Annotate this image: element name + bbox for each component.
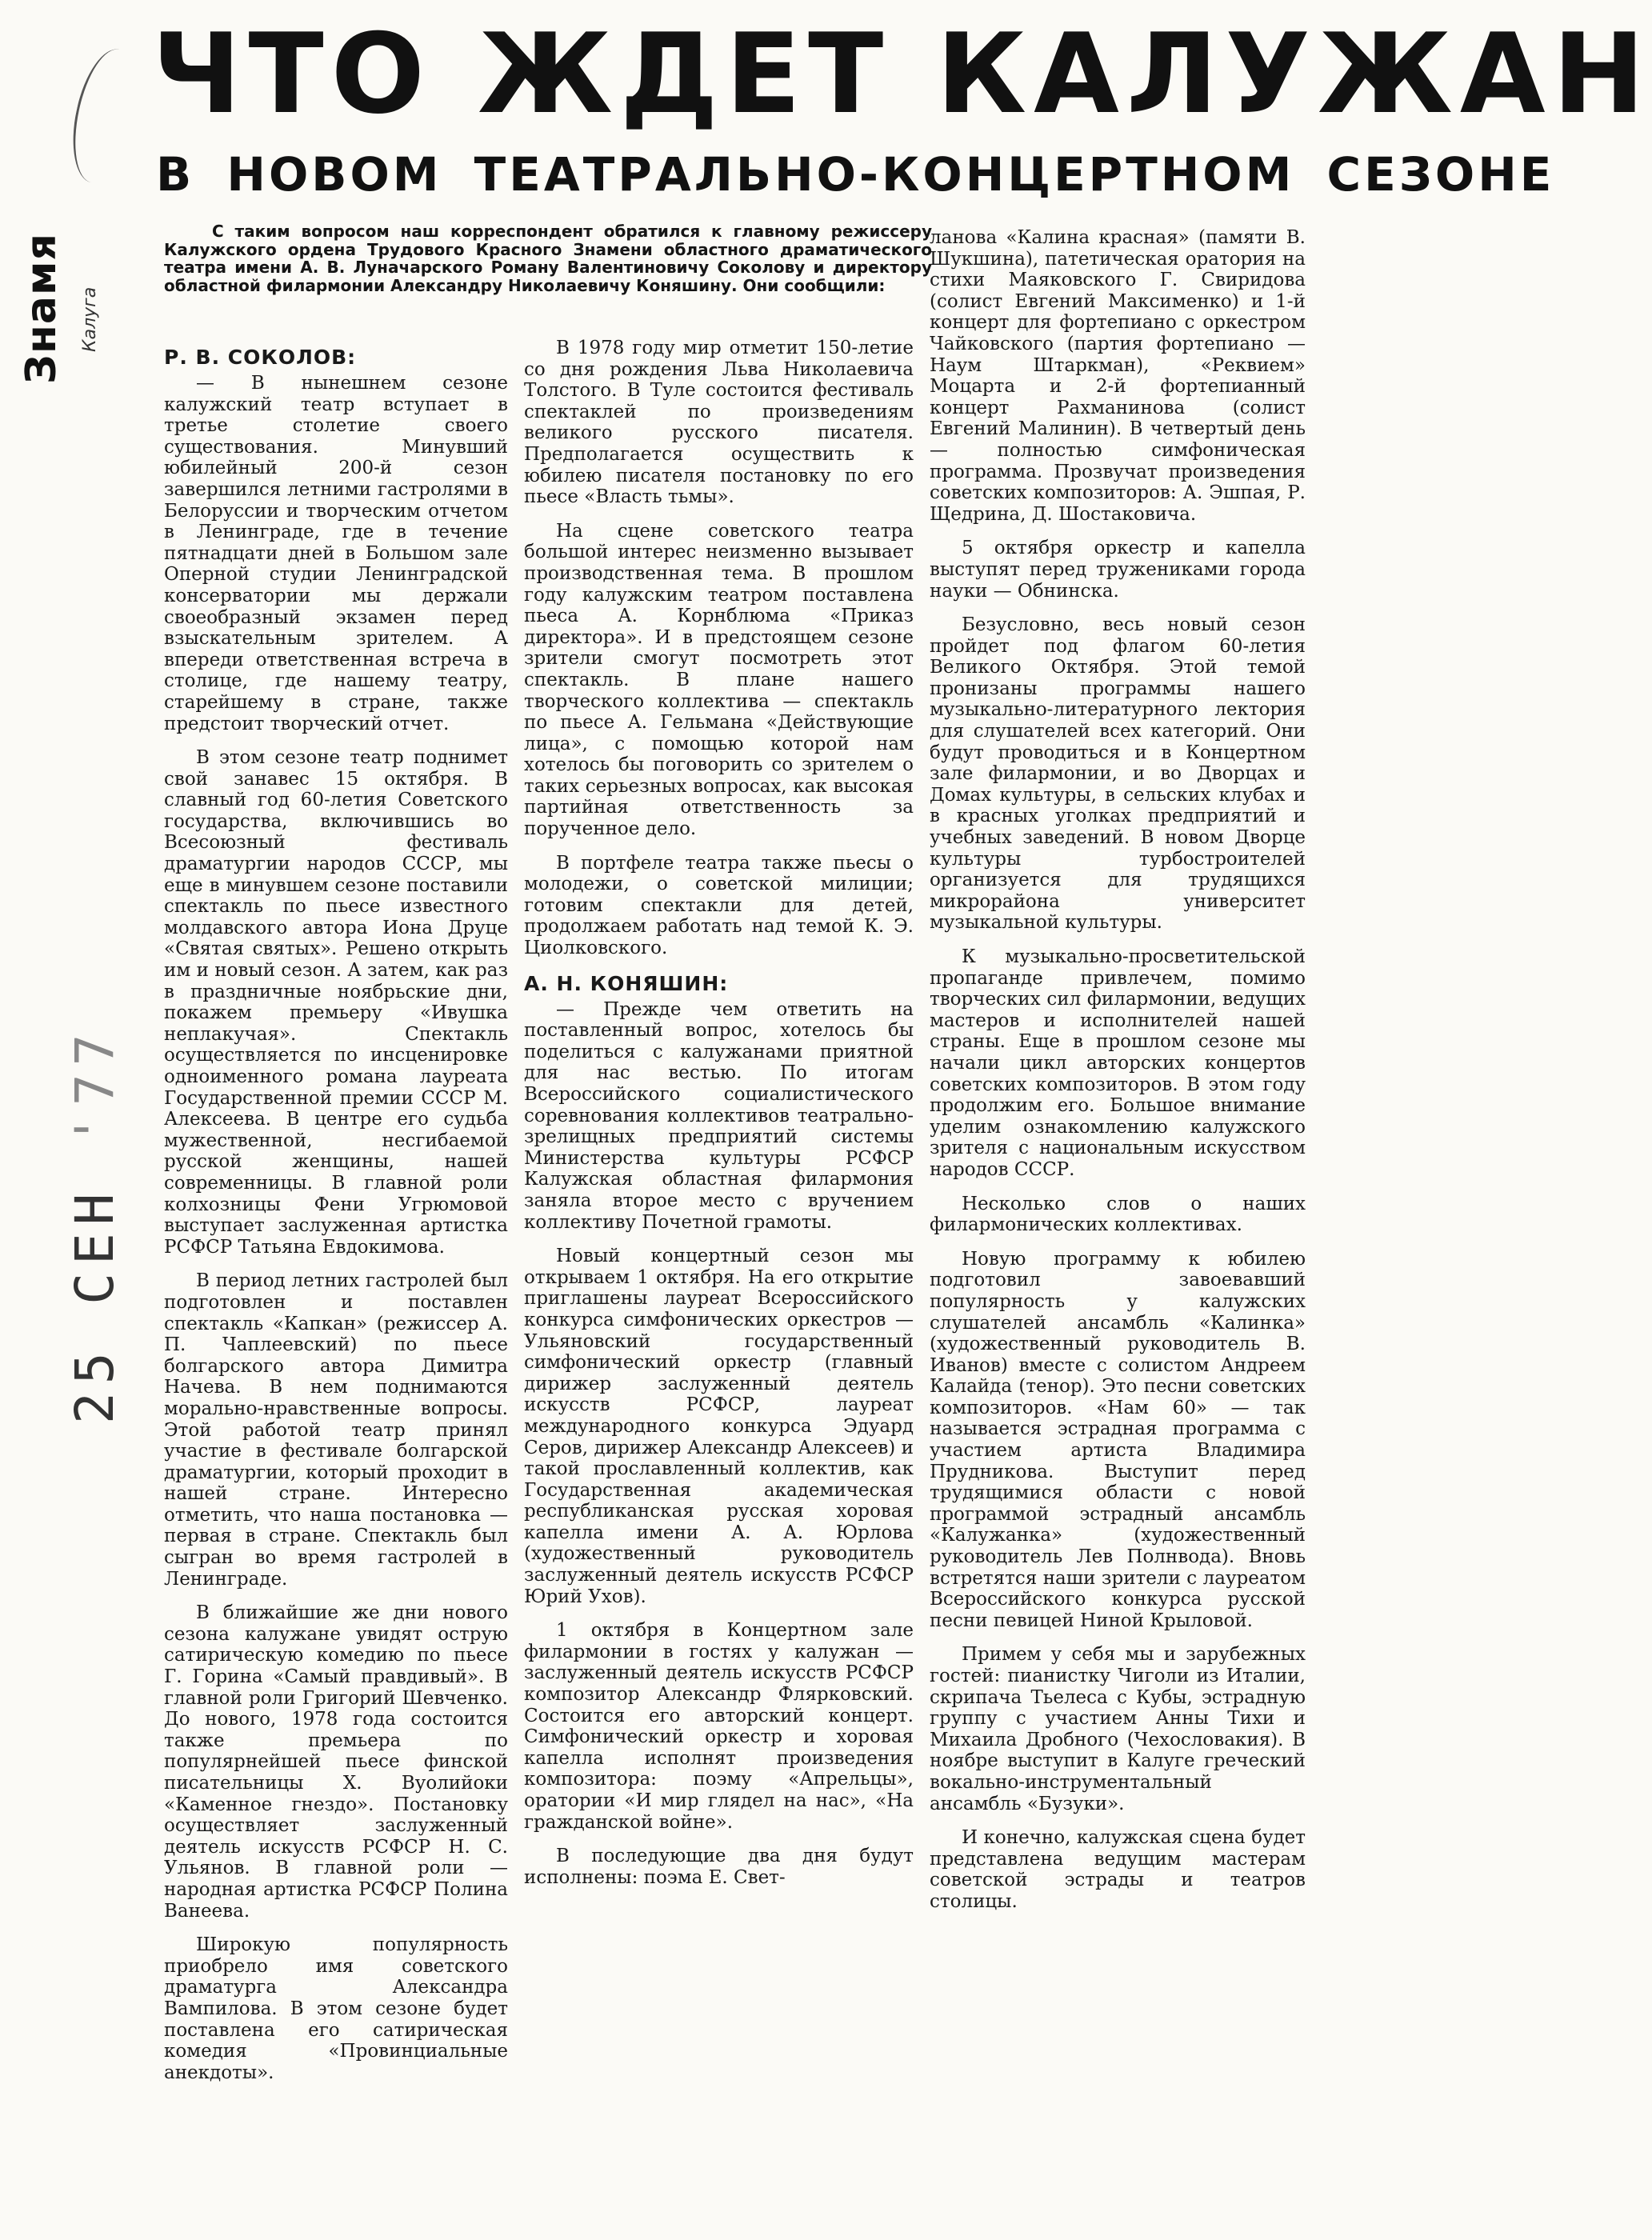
date-stamp	[64, 1026, 126, 1424]
masthead-name: Знамя	[18, 233, 66, 384]
paragraph: И конечно, калужская сцена будет представлена ведущим мастерам советской эстрады и театров столицы.	[930, 1827, 1306, 1912]
paragraph: — Прежде чем ответить на поставленный вопрос, хотелось бы поделиться с калужанами приятной для нас вестью. По итогам Всероссийского социалистического соревнования коллективов театрально-зрелищных предприятий системы Министерства культуры РСФСР Калужская областная филармония заняла второе место с вручением коллективу Почетной грамоты.	[524, 998, 914, 1233]
paragraph: На сцене советского театра большой интерес неизменно вызывает производственная тема. В прошлом году калужским театром поставлена пьеса А. Корнблюма «Приказ директора». И в предстоящем сезоне зрители смогут посмотреть этот спектакль. В плане нашего творческого коллектива — спектакль по пьесе А. Гельмана «Действующие лица», с помощью которой нам хотелось бы поговорить со зрителем о таких серьезных вопросах, как высокая партийная ответственность за порученное дело.	[524, 520, 914, 840]
pencil-mark	[62, 43, 148, 188]
paragraph: В этом сезоне театр поднимет свой занавес 15 октября. В славный год 60-летия Советского государства, включившись во Всесоюзный фестиваль драматургии народов СССР, мы еще в минувшем сезоне поставили спектакль по пьесе известного молдавского автора Иона Друце «Святая святых». Решено открыть им и новый сезон. А затем, как раз в праздничные ноябрьские дни, покажем премьеру «Ивушка неплакучая». Спектакль осуществляется по инсценировке одноименного романа лауреата Государственной премии СССР М. Алексеева. В центре его судьба мужественной, несгибаемой русской женщины, нашей современницы. В главной роли колхозницы Фени Угрюмовой выступает заслуженная артистка РСФСР Татьяна Евдокимова.	[164, 747, 508, 1258]
intro-paragraph: С таким вопросом наш корреспондент обратился к главному режиссеру Калужского ордена Трудового Красного Знамени областного драматического театра имени А. В. Луначарского Роману Валентиновичу Соколову и директору областной филармонии Александру Николаевичу Коняшину. Они сообщили:	[164, 222, 932, 295]
column-3	[930, 227, 1306, 1926]
paragraph: В портфеле театра также пьесы о молодежи, о советской милиции; готовим спектакли для детей, продолжаем работать над темой К. Э. Циолковского.	[524, 852, 914, 959]
paragraph: 1 октября в Концертном зале филармонии в гостях у калужан — заслуженный деятель искусств РСФСР композитор Александр Флярковский. Состоится его авторский концерт. Симфонический оркестр и хоровая капелла исполнят произведения композитора: поэму «Апрельцы», оратории «И мир глядел на нас», «На гражданской войне».	[524, 1620, 914, 1833]
author-sokolov: Р. В. СОКОЛОВ:	[164, 346, 357, 369]
masthead-city: Калуга	[80, 286, 100, 352]
masthead	[18, 233, 130, 396]
paragraph: Новую программу к юбилею подготовил завоевавший популярность у калужских слушателей ансамбль «Калинка» (художественный руководитель В. Иванов) вместе с солистом Андреем Калайда (тенор). Это песни советских композиторов. «Нам 60» — так называется эстрадная программа с участием артиста Владимира Прудникова. Выступит перед трудящимися области с новой программой эстрадный ансамбль «Калужанка» (художественный руководитель Лев Полнвода). Вновь встретятся наши зрители с лауреатом Всероссийского конкурса русской песни певицей Ниной Крыловой.	[930, 1248, 1306, 1631]
paragraph: Несколько слов о наших филармонических коллективах.	[930, 1193, 1306, 1236]
paragraph: В ближайшие же дни нового сезона калужане увидят острую сатирическую комедию по пьесе Г. Горина «Самый правдивый». В главной роли Григорий Шевченко. До нового, 1978 года состоится также премьера по популярнейшей пьесе финской писательницы Х. Вуолийоки «Каменное гнездо». Постановку осуществляет заслуженный деятель искусств РСФСР Н. С. Ульянов. В главной роли — народная артистка РСФСР Полина Ванеева.	[164, 1602, 508, 1922]
author-konyashin: А. Н. КОНЯШИН:	[524, 971, 729, 995]
date-stamp-year: '77	[64, 1026, 126, 1146]
paragraph: В период летних гастролей был подготовлен и поставлен спектакль «Капкан» (режиссер А. П. Чаплеевский) по пьесе болгарского автора Димитра Начева. В нем поднимаются морально-нравственные вопросы. Этой работой театр принял участие в фестивале болгарской драматургии, который проходит в нашей стране. Интересно отметить, что наша постановка — первая в стране. Спектакль был сыгран во время гастролей в Ленинграде.	[164, 1270, 508, 1590]
paragraph: 5 октября оркестр и капелла выступят перед тружениками города науки — Обнинска.	[930, 538, 1306, 602]
paragraph: Широкую популярность приобрело имя советского драматурга Александра Вампилова. В этом сезоне будет поставлена его сатирическая комедия «Провинциальные анекдоты».	[164, 1934, 508, 2083]
column-1	[164, 346, 508, 2096]
paragraph: ланова «Калина красная» (памяти В. Шукшина), патетическая оратория на стихи Маяковского Г. Свиридова (солист Евгений Максименко) и 1-й концерт для фортепиано с оркестром Чайковского (партия фортепиано — Наум Штаркман), «Реквием» Моцарта и 2-й фортепианный концерт Рахманинова (солист Евгений Малинин). В четвертый день — полностью симфоническая программа. Прозвучат произведения советских композиторов: А. Эшпая, Р. Щедрина, Д. Шостаковича.	[930, 227, 1306, 525]
paragraph: Безусловно, весь новый сезон пройдет под флагом 60-летия Великого Октября. Этой темой пронизаны программы нашего музыкально-литературного лектория для слушателей всех категорий. Они будут проводиться и в Концертном зале филармонии, и во Дворцах и Домах культуры, в сельских клубах и в красных уголках предприятий и учебных заведений. В новом Дворце культуры турбостроителей организуется для трудящихся микрорайона университет музыкальной культуры.	[930, 614, 1306, 934]
paragraph: В последующие два дня будут исполнены: поэма Е. Свет-	[524, 1846, 914, 1888]
paragraph: Новый концертный сезон мы открываем 1 октября. На его открытие приглашены лауреат Всероссийского конкурса симфонических оркестров — Ульяновский государственный симфонический оркестр (главный дирижер заслуженный деятель искусств РСФСР, лауреат международного конкурса Эдуард Серов, дирижер Александр Алексеев) и такой прославленный коллектив, как Государственная академическая республиканская русская хоровая капелла имени А. А. Юрлова (художественный руководитель заслуженный деятель искусств РСФСР Юрий Ухов).	[524, 1246, 914, 1607]
paragraph: Примем у себя мы и зарубежных гостей: пианистку Чиголи из Италии, скрипача Тьелеса с Кубы, эстрадную группу с участием Анны Тихи и Михаила Дробного (Чехословакия). В ноябре выступит в Калуге греческий вокально-инструментальный ансамбль «Бузуки».	[930, 1644, 1306, 1814]
column-2	[524, 338, 914, 1901]
headline: ЧТО ЖДЕТ КАЛУЖАН	[152, 10, 1652, 138]
paragraph: — В нынешнем сезоне калужский театр вступает в третье столетие своего существования. Минувший юбилейный 200-й сезон завершился летними гастролями в Белоруссии и творческим отчетом в Ленинграде, где в течение пятнадцати дней в Большом зале Оперной студии Ленинградской консерватории мы держали своеобразный экзамен перед взыскательным зрителем. А впереди ответственная встреча в столице, где нашему театру, старейшему в стране, также предстоит творческий отчет.	[164, 373, 508, 734]
paragraph: В 1978 году мир отметит 150-летие со дня рождения Льва Николаевича Толстого. В Туле состоится фестиваль спектаклей по произведениям великого русского писателя. Предполагается осуществить к юбилею писателя постановку по его пьесе «Власть тьмы».	[524, 338, 914, 508]
paragraph: К музыкально-просветительской пропаганде привлечем, помимо творческих сил филармонии, ведущих мастеров и исполнителей нашей страны. Еще в прошлом сезоне мы начали цикл авторских концертов советских композиторов. В этом году продолжим его. Большое внимание уделим ознакомлению калужского зрителя с национальным искусством народов СССР.	[930, 946, 1306, 1180]
date-stamp-day: 25 СЕН	[64, 1185, 126, 1424]
subheadline: В НОВОМ ТЕАТРАЛЬНО-КОНЦЕРТНОМ СЕЗОНЕ	[156, 147, 1555, 202]
